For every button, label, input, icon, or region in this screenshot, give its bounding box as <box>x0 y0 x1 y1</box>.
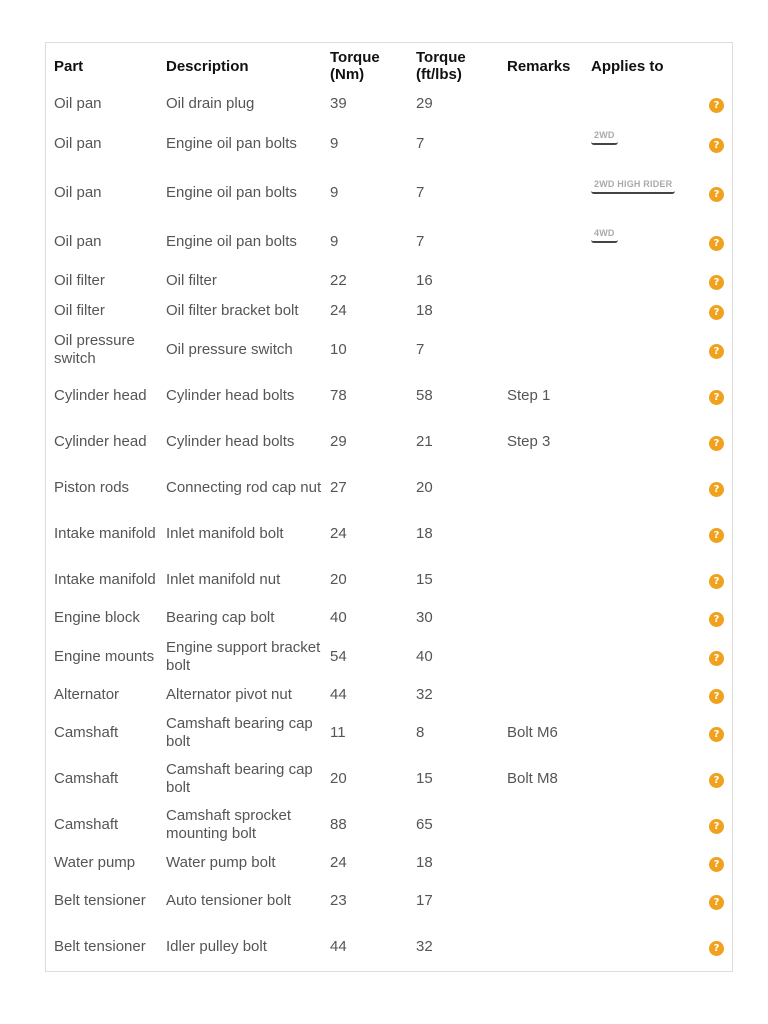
cell-torque-nm: 44 <box>330 686 347 703</box>
header-remarks: Remarks <box>507 57 571 75</box>
cell-remarks <box>499 557 583 603</box>
cell-torque-ftlbs: 20 <box>416 479 433 496</box>
cell-help <box>694 296 732 326</box>
cell-part: Cylinder head <box>54 387 147 404</box>
help-icon[interactable]: ? <box>709 187 724 202</box>
cell-remarks <box>499 633 583 680</box>
header-part: Part <box>54 57 84 75</box>
applies-to-badge: 2WD <box>591 130 618 145</box>
cell-applies-to <box>583 217 694 266</box>
cell-applies-to <box>583 119 694 168</box>
cell-torque-nm: 23 <box>330 892 347 909</box>
table-row <box>46 465 732 511</box>
cell-description: Inlet manifold bolt <box>166 525 284 542</box>
cell-remarks: Step 1 <box>507 387 551 404</box>
torque-spec-panel <box>45 42 733 972</box>
table-row <box>46 266 732 296</box>
cell-torque-ftlbs: 15 <box>416 571 433 588</box>
help-icon[interactable]: ? <box>709 275 724 290</box>
cell-part: Camshaft <box>54 816 119 833</box>
cell-torque-ftlbs: 40 <box>416 647 433 665</box>
cell-description: Idler pulley bolt <box>166 938 267 955</box>
cell-applies-to <box>583 89 694 119</box>
cell-torque-nm: 44 <box>330 938 347 955</box>
cell-part: Cylinder head <box>54 433 147 450</box>
cell-description: Oil pressure switch <box>166 340 293 358</box>
applies-to-badge: 2WD HIGH RIDER <box>591 179 675 194</box>
help-icon[interactable]: ? <box>709 138 724 153</box>
help-icon[interactable]: ? <box>709 941 724 956</box>
cell-part: Belt tensioner <box>54 892 146 909</box>
cell-description: Bearing cap bolt <box>166 609 275 626</box>
cell-torque-nm: 22 <box>330 272 347 289</box>
cell-torque-ftlbs: 32 <box>416 686 433 703</box>
table-row <box>46 326 732 373</box>
help-icon[interactable]: ? <box>709 651 724 666</box>
cell-remarks <box>499 511 583 557</box>
cell-torque-nm: 54 <box>330 647 347 665</box>
cell-applies-to <box>583 557 694 603</box>
table-row <box>46 168 732 217</box>
cell-torque-nm: 27 <box>330 479 347 496</box>
cell-help <box>694 633 732 680</box>
cell-torque-ftlbs: 18 <box>416 302 433 319</box>
help-icon[interactable]: ? <box>709 482 724 497</box>
help-icon[interactable]: ? <box>709 305 724 320</box>
cell-torque-ftlbs: 7 <box>416 340 425 358</box>
cell-part: Oil pressure switch <box>54 331 135 367</box>
help-icon[interactable]: ? <box>709 895 724 910</box>
cell-torque-ftlbs: 7 <box>416 232 425 250</box>
help-icon[interactable]: ? <box>709 344 724 359</box>
help-icon[interactable]: ? <box>709 727 724 742</box>
help-icon[interactable]: ? <box>709 773 724 788</box>
cell-description: Oil filter <box>166 272 217 289</box>
cell-remarks <box>499 266 583 296</box>
cell-remarks <box>499 119 583 168</box>
header-torque-nm: Torque (Nm) <box>330 49 380 83</box>
cell-description: Oil drain plug <box>166 95 255 112</box>
cell-remarks <box>499 680 583 710</box>
cell-description: Camshaft bearing cap bolt <box>166 715 313 750</box>
cell-part: Intake manifold <box>54 571 156 588</box>
help-icon[interactable]: ? <box>709 528 724 543</box>
cell-applies-to <box>583 680 694 710</box>
cell-applies-to <box>583 266 694 296</box>
cell-part: Camshaft <box>54 770 119 787</box>
cell-applies-to <box>583 633 694 680</box>
table-row <box>46 848 732 878</box>
table-row <box>46 878 732 924</box>
cell-help <box>694 511 732 557</box>
table-row <box>46 633 732 680</box>
cell-description: Water pump bolt <box>166 854 276 871</box>
help-icon[interactable]: ? <box>709 612 724 627</box>
table-row <box>46 710 732 756</box>
cell-description: Engine oil pan bolts <box>166 232 297 250</box>
cell-applies-to <box>583 511 694 557</box>
cell-part: Water pump <box>54 854 136 871</box>
cell-part: Oil pan <box>54 134 102 152</box>
cell-torque-nm: 39 <box>330 95 347 112</box>
cell-torque-nm: 9 <box>330 134 339 152</box>
help-icon[interactable]: ? <box>709 98 724 113</box>
cell-torque-ftlbs: 29 <box>416 95 433 112</box>
cell-help <box>694 878 732 924</box>
cell-help <box>694 603 732 633</box>
cell-torque-nm: 20 <box>330 571 347 588</box>
cell-part: Oil filter <box>54 302 105 319</box>
cell-torque-nm: 24 <box>330 854 347 871</box>
table-row <box>46 603 732 633</box>
cell-torque-nm: 29 <box>330 433 347 450</box>
table-row <box>46 924 732 970</box>
cell-applies-to <box>583 419 694 465</box>
cell-torque-nm: 78 <box>330 387 347 404</box>
cell-part: Belt tensioner <box>54 938 146 955</box>
cell-help <box>694 802 732 848</box>
cell-torque-nm: 88 <box>330 816 347 833</box>
cell-part: Camshaft <box>54 724 119 741</box>
cell-help <box>694 89 732 119</box>
cell-part: Engine mounts <box>54 647 155 665</box>
header-description: Description <box>166 57 249 75</box>
cell-part: Oil filter <box>54 272 105 289</box>
cell-torque-ftlbs: 15 <box>416 770 433 787</box>
cell-help <box>694 680 732 710</box>
cell-applies-to <box>583 603 694 633</box>
table-row <box>46 419 732 465</box>
table-row <box>46 89 732 119</box>
cell-remarks <box>499 89 583 119</box>
cell-remarks <box>499 878 583 924</box>
cell-help <box>694 756 732 802</box>
cell-description: Cylinder head bolts <box>166 387 295 404</box>
cell-torque-ftlbs: 7 <box>416 183 425 201</box>
cell-help <box>694 557 732 603</box>
cell-description: Inlet manifold nut <box>166 571 281 588</box>
help-icon[interactable]: ? <box>709 574 724 589</box>
cell-remarks <box>499 217 583 266</box>
cell-help <box>694 266 732 296</box>
cell-help <box>694 465 732 511</box>
cell-help <box>694 326 732 373</box>
cell-torque-nm: 11 <box>330 724 346 741</box>
cell-torque-nm: 24 <box>330 525 347 542</box>
cell-applies-to <box>583 373 694 419</box>
cell-torque-ftlbs: 7 <box>416 134 425 152</box>
help-icon[interactable]: ? <box>709 390 724 405</box>
help-icon[interactable]: ? <box>709 436 724 451</box>
header-help <box>694 43 732 89</box>
table-row <box>46 756 732 802</box>
cell-remarks <box>499 326 583 373</box>
cell-help <box>694 119 732 168</box>
cell-torque-nm: 40 <box>330 609 347 626</box>
help-icon[interactable]: ? <box>709 857 724 872</box>
cell-torque-ftlbs: 65 <box>416 816 433 833</box>
table-row <box>46 511 732 557</box>
cell-torque-ftlbs: 8 <box>416 724 425 741</box>
help-icon[interactable]: ? <box>709 236 724 251</box>
cell-remarks <box>499 465 583 511</box>
cell-description: Camshaft bearing cap bolt <box>166 761 313 796</box>
cell-torque-ftlbs: 18 <box>416 854 433 871</box>
table-row <box>46 373 732 419</box>
table-row <box>46 680 732 710</box>
cell-part: Alternator <box>54 686 120 703</box>
table-row <box>46 802 732 848</box>
table-row <box>46 557 732 603</box>
cell-applies-to <box>583 878 694 924</box>
cell-description: Cylinder head bolts <box>166 433 295 450</box>
cell-remarks <box>499 924 583 970</box>
header-applies-to: Applies to <box>591 57 664 75</box>
cell-description: Camshaft sprocket mounting bolt <box>166 807 292 842</box>
cell-applies-to <box>583 848 694 878</box>
cell-remarks <box>499 168 583 217</box>
table-header-row <box>46 43 732 89</box>
cell-applies-to <box>583 326 694 373</box>
cell-part: Oil pan <box>54 183 102 201</box>
cell-torque-ftlbs: 16 <box>416 272 433 289</box>
cell-description: Auto tensioner bolt <box>166 892 292 909</box>
cell-remarks: Bolt M8 <box>507 770 558 787</box>
cell-description: Oil filter bracket bolt <box>166 302 299 319</box>
cell-description: Alternator pivot nut <box>166 686 292 703</box>
cell-help <box>694 373 732 419</box>
cell-help <box>694 710 732 756</box>
cell-part: Engine block <box>54 609 140 626</box>
table-row <box>46 296 732 326</box>
cell-part: Intake manifold <box>54 525 156 542</box>
cell-help <box>694 217 732 266</box>
cell-remarks <box>499 603 583 633</box>
cell-applies-to <box>583 756 694 802</box>
cell-part: Oil pan <box>54 95 102 112</box>
cell-torque-nm: 9 <box>330 183 339 201</box>
cell-remarks <box>499 848 583 878</box>
cell-applies-to <box>583 924 694 970</box>
cell-part: Piston rods <box>54 479 130 496</box>
cell-torque-ftlbs: 18 <box>416 525 433 542</box>
applies-to-badge: 4WD <box>591 228 618 243</box>
cell-remarks <box>499 296 583 326</box>
cell-torque-nm: 10 <box>330 340 347 358</box>
cell-description: Connecting rod cap nut <box>166 479 322 496</box>
cell-help <box>694 848 732 878</box>
cell-description: Engine support bracket bolt <box>166 638 321 674</box>
cell-applies-to <box>583 168 694 217</box>
cell-description: Engine oil pan bolts <box>166 183 297 201</box>
cell-applies-to <box>583 296 694 326</box>
cell-remarks <box>499 802 583 848</box>
cell-torque-ftlbs: 17 <box>416 892 433 909</box>
help-icon[interactable]: ? <box>709 689 724 704</box>
table-body <box>46 89 732 970</box>
cell-torque-nm: 20 <box>330 770 347 787</box>
help-icon[interactable]: ? <box>709 819 724 834</box>
cell-help <box>694 168 732 217</box>
cell-part: Oil pan <box>54 232 102 250</box>
table-row <box>46 217 732 266</box>
cell-help <box>694 419 732 465</box>
cell-applies-to <box>583 802 694 848</box>
cell-torque-ftlbs: 58 <box>416 387 433 404</box>
cell-torque-nm: 24 <box>330 302 347 319</box>
cell-description: Engine oil pan bolts <box>166 134 297 152</box>
cell-applies-to <box>583 710 694 756</box>
cell-torque-ftlbs: 21 <box>416 433 433 450</box>
cell-remarks: Step 3 <box>507 433 551 450</box>
cell-torque-ftlbs: 32 <box>416 938 433 955</box>
cell-torque-nm: 9 <box>330 232 339 250</box>
cell-help <box>694 924 732 970</box>
table-row <box>46 119 732 168</box>
cell-torque-ftlbs: 30 <box>416 609 433 626</box>
header-torque-ftlbs: Torque (ft/lbs) <box>416 49 466 83</box>
cell-remarks: Bolt M6 <box>507 724 558 741</box>
torque-spec-table <box>46 43 732 970</box>
cell-applies-to <box>583 465 694 511</box>
